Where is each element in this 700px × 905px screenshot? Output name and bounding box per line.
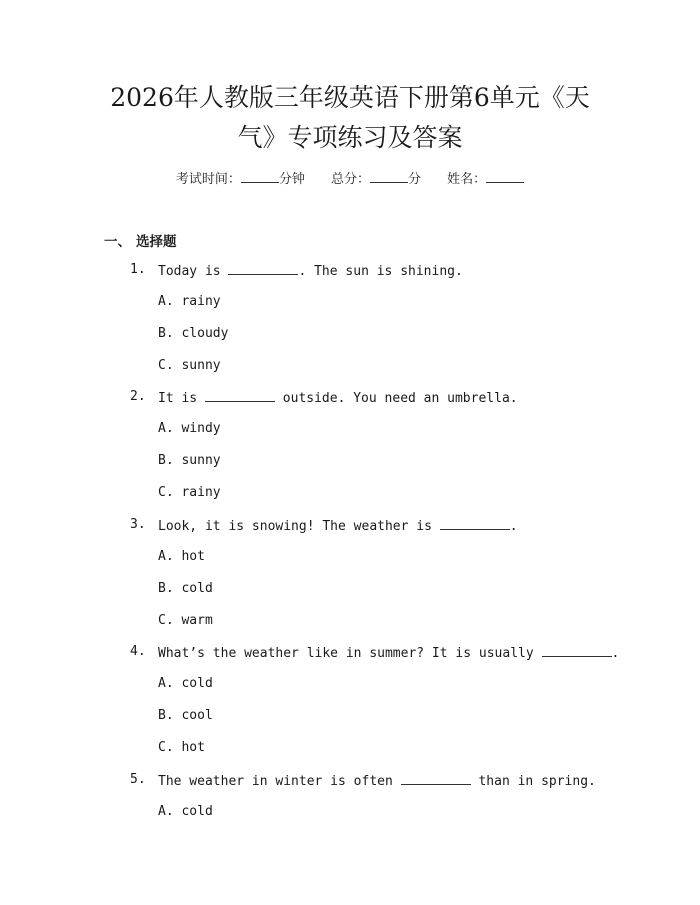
answer-blank [440, 517, 510, 530]
section-title: 选择题 [136, 234, 177, 250]
answer-option: C. rainy [158, 485, 221, 500]
question-number: 3. [130, 517, 146, 532]
total-score-unit: 分 [408, 172, 422, 187]
answer-option: A. cold [158, 676, 213, 691]
question-5 [130, 772, 610, 790]
exam-time-unit: 分钟 [278, 172, 305, 187]
question-4 [130, 644, 620, 662]
question-3 [130, 517, 610, 535]
answer-option: A. rainy [158, 294, 221, 309]
question-text [158, 389, 518, 406]
question-1 [130, 262, 610, 280]
exam-time-blank [241, 171, 279, 183]
answer-option: B. sunny [158, 453, 221, 468]
question-text-after: . [509, 519, 518, 534]
answer-blank [205, 389, 275, 402]
question-text-before: It is [158, 391, 205, 406]
question-text-before: Today is [158, 264, 229, 279]
exam-meta [0, 168, 700, 187]
exam-time-field [176, 168, 305, 187]
student-name-field [447, 168, 524, 187]
student-name-blank [486, 171, 524, 183]
question-text-before: Look, it is snowing! The weather is [158, 519, 440, 534]
question-text [158, 517, 518, 534]
question-text-before: What’s the weather like in summer? It is usually [158, 646, 542, 661]
answer-blank [542, 644, 612, 657]
question-text [158, 772, 596, 789]
answer-option: A. hot [158, 549, 205, 564]
title-line-1: 2026年人教版三年级英语下册第6单元《天 [110, 83, 590, 112]
answer-option: B. cloudy [158, 326, 229, 341]
student-name-label: 姓名： [447, 172, 487, 187]
question-number: 5. [130, 772, 146, 787]
answer-option: C. hot [158, 740, 205, 755]
question-number: 4. [130, 644, 146, 659]
question-2 [130, 389, 610, 407]
section-heading [104, 230, 177, 250]
question-text-after: outside. You need an umbrella. [274, 391, 518, 406]
exam-time-label: 考试时间： [175, 172, 241, 187]
answer-option: B. cool [158, 708, 213, 723]
title-line-2: 气》专项练习及答案 [237, 123, 463, 152]
question-number: 2. [130, 389, 146, 404]
question-text-before: The weather in winter is often [158, 774, 401, 789]
question-text [158, 644, 619, 661]
answer-blank [228, 262, 298, 275]
question-text-after: . The sun is shining. [298, 264, 463, 279]
answer-option: A. windy [158, 421, 221, 436]
section-number: 一、 [104, 234, 131, 250]
document-title [80, 78, 620, 158]
total-score-blank [370, 171, 408, 183]
question-text-after: than in spring. [470, 774, 596, 789]
answer-option: B. cold [158, 581, 213, 596]
question-text-after: . [611, 646, 620, 661]
total-score-field [331, 168, 421, 187]
question-text [158, 262, 463, 279]
answer-blank [401, 772, 471, 785]
answer-option: C. warm [158, 613, 213, 628]
question-number: 1. [130, 262, 146, 277]
total-score-label: 总分： [330, 172, 370, 187]
answer-option: C. sunny [158, 358, 221, 373]
answer-option: A. cold [158, 804, 213, 819]
